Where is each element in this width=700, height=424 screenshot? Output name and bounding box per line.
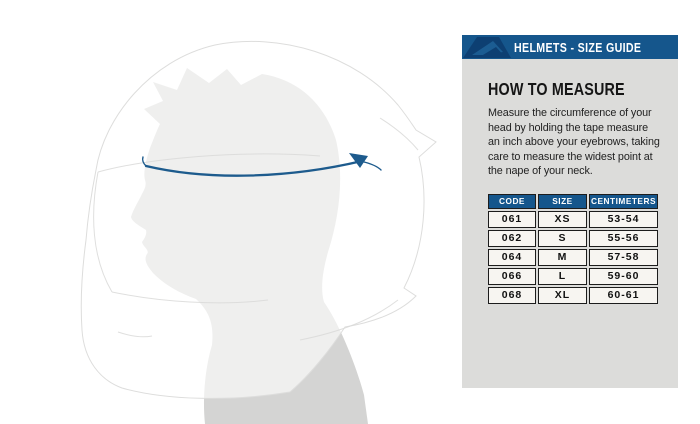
cell-size: S <box>538 230 587 247</box>
cell-size: XL <box>538 287 587 304</box>
cell-size: L <box>538 268 587 285</box>
cell-centimeters: 59-60 <box>589 268 658 285</box>
cell-size: XS <box>538 211 587 228</box>
cell-centimeters: 55-56 <box>589 230 658 247</box>
cell-code: 066 <box>488 268 536 285</box>
cell-code: 068 <box>488 287 536 304</box>
cell-centimeters: 53-54 <box>589 211 658 228</box>
table-row <box>488 249 658 266</box>
panel-title-text: HELMETS - SIZE GUIDE <box>514 39 642 55</box>
column-header-code: CODE <box>488 194 536 209</box>
how-to-measure-heading-text: HOW TO MEASURE <box>488 79 625 99</box>
cell-centimeters: 57-58 <box>589 249 658 266</box>
column-header-size: SIZE <box>538 194 587 209</box>
size-table-header-row <box>488 194 658 209</box>
cell-code: 062 <box>488 230 536 247</box>
cell-centimeters: 60-61 <box>589 287 658 304</box>
size-table <box>486 192 660 306</box>
brand-logo-icon <box>462 35 514 59</box>
column-header-centimeters: CENTIMETERS <box>589 194 658 209</box>
how-to-measure-text: Measure the circumference of your head by holding the tape measure an inch above your eyebrows, taking care to measure the widest point at the nape of your neck. <box>488 107 660 178</box>
panel-body <box>462 59 678 388</box>
table-row <box>488 211 658 228</box>
table-row <box>488 287 658 304</box>
cell-size: M <box>538 249 587 266</box>
cell-code: 064 <box>488 249 536 266</box>
size-guide-panel <box>462 35 678 388</box>
helmet-shell <box>81 41 436 398</box>
how-to-measure-heading <box>488 79 660 100</box>
panel-header-bar <box>462 35 678 59</box>
table-row <box>488 230 658 247</box>
cell-code: 061 <box>488 211 536 228</box>
table-row <box>488 268 658 285</box>
